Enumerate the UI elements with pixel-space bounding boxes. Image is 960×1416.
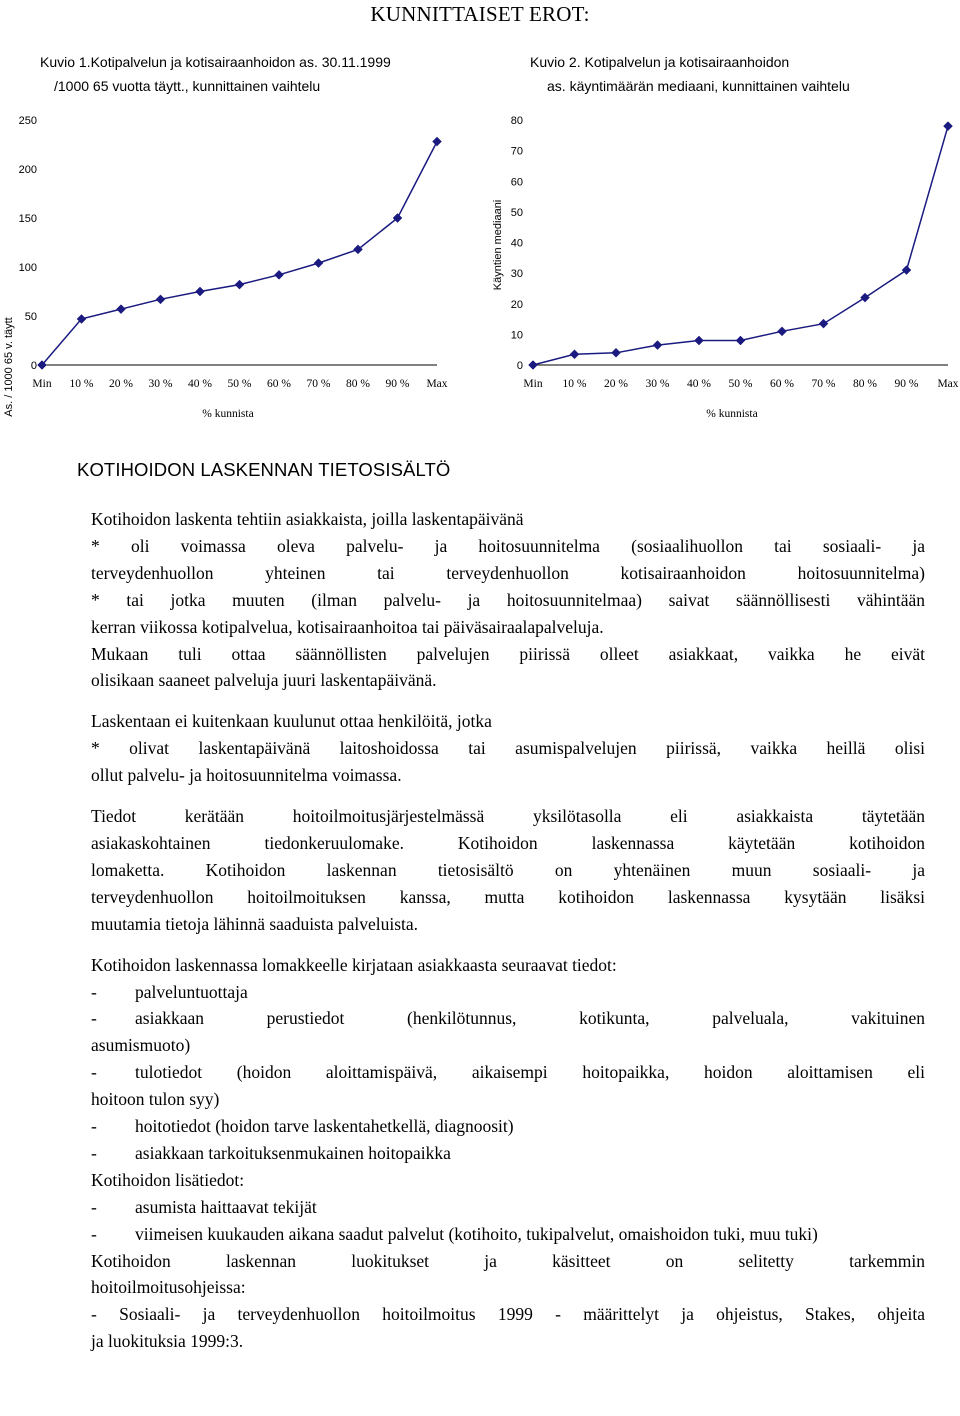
chart2-caption (530, 50, 850, 98)
chart-1-xtick: 50 % (227, 378, 252, 390)
collection-line-4: terveydenhuollon hoitoilmoituksen kanssa, mutta kotihoidon laskennassa kysytään lisäksi (91, 886, 925, 907)
chart2-caption-line1: Kuvio 2. Kotipalvelun ja kotisairaanhoidon (530, 54, 790, 70)
chart-2-point (902, 266, 911, 275)
form-item-1 (91, 979, 925, 1006)
chart-1-xticks (32, 378, 447, 390)
extra-item-2 (91, 1221, 925, 1248)
chart-2-yticks (511, 115, 523, 372)
chart-2-point (819, 319, 828, 328)
chart-1-xtick: Max (426, 378, 448, 390)
form-item-4 (91, 1113, 925, 1140)
chart-2-point (570, 350, 579, 359)
chart-2-ytick: 50 (510, 206, 523, 219)
chart-1 (0, 105, 480, 430)
chart-1-xtick: 30 % (148, 378, 173, 390)
chart-1-xtick: Min (32, 378, 52, 390)
collection-line-5: muutamia tietoja lähinnä saaduista palveluista. (91, 913, 419, 934)
chart-1-ytick: 0 (30, 360, 37, 372)
chart-2-point (944, 122, 953, 131)
form-item-3 (91, 1059, 925, 1086)
chart-2-xtick: 90 % (894, 378, 919, 390)
chart-2-point (529, 361, 538, 370)
extra-item-1-dash: - (91, 1196, 97, 1217)
chart-2-points (529, 122, 953, 370)
form-item-4-dash: - (91, 1116, 97, 1137)
chart-2-ytick: 20 (510, 298, 523, 311)
form-item-1-text: palveluntuottaja (135, 981, 248, 1002)
chart-2-point (778, 327, 787, 336)
chart-2-point (612, 348, 621, 357)
body-text (91, 506, 925, 1355)
chart-2-xtick: Max (937, 378, 959, 390)
classification-line-2: hoitoilmoitusohjeissa: (91, 1277, 246, 1298)
chart-1-xtick: 60 % (267, 378, 291, 390)
chart-1-point (156, 295, 165, 304)
chart-1-xtick: 90 % (385, 378, 410, 390)
section-heading: KOTIHOIDON LASKENNAN TIETOSISÄLTÖ (77, 459, 451, 480)
chart-1-points (38, 137, 442, 369)
intro-line-5: kerran viikossa kotipalvelua, kotisairaanhoitoa tai päiväsairaalapalveluja. (91, 616, 604, 637)
chart-1-yticks (19, 115, 37, 372)
chart-1-point (433, 137, 442, 146)
form-item-3-dash: - (91, 1062, 97, 1083)
chart-2-xtick: 30 % (645, 378, 670, 390)
chart-1-ytick: 250 (18, 115, 37, 127)
chart-1-ytick: 50 (24, 311, 37, 323)
chart-1-point (117, 305, 126, 314)
chart-2-xtick: 10 % (562, 378, 587, 390)
chart-2-point (695, 336, 704, 345)
exclusion-line-3: ollut palvelu- ja hoitosuunnitelma voimassa. (91, 765, 402, 786)
chart-1-ytick: 100 (18, 262, 37, 274)
chart-1-xlabel: % kunnista (202, 408, 254, 420)
form-item-5-text: asiakkaan tarkoituksenmukainen hoitopaikka (135, 1142, 451, 1163)
chart-2-xtick: 60 % (770, 378, 794, 390)
chart-2-ytick: 60 (510, 176, 523, 189)
reference-line-2: ja luokituksia 1999:3. (91, 1331, 244, 1352)
chart-2-xlabel: % kunnista (706, 408, 758, 420)
intro-line-6: Mukaan tuli ottaa säännöllisten palvelujen piirissä olleet asiakkaat, vaikka he eivät (91, 643, 925, 664)
intro-line-1: Kotihoidon laskenta tehtiin asiakkaista, joilla laskentapäivänä (91, 509, 524, 529)
chart-1-series-line (42, 142, 437, 365)
form-item-3-text: tulotiedot (hoidon aloittamispäivä, aikaisempi hoitopaikka, hoidon aloittamisen eli (135, 1062, 925, 1083)
chart-2-xtick: Min (523, 378, 543, 390)
collection-line-1: Tiedot kerätään hoitoilmoitusjärjestelmässä yksilötasolla eli asiakkaista täytetään (91, 806, 925, 827)
chart-1-ylabel: As. / 1000 65 v. täytt (3, 317, 15, 417)
form-item-1-dash: - (91, 981, 97, 1002)
exclusion-line-2: * olivat laskentapäivänä laitoshoidossa tai asumispalvelujen piirissä, vaikka heillä olisi (91, 738, 925, 759)
chart2-caption-line2: as. käyntimäärän mediaani, kunnittainen vaihtelu (547, 78, 850, 94)
form-item-5 (91, 1140, 925, 1167)
chart1-caption (40, 50, 391, 98)
chart-2 (480, 105, 960, 430)
chart-2-point (736, 336, 745, 345)
form-item-5-dash: - (91, 1142, 97, 1163)
chart-2-ytick: 80 (510, 115, 523, 127)
chart-1-point (314, 259, 323, 268)
chart-2-series-line (533, 126, 948, 365)
extra-item-2-text: viimeisen kuukauden aikana saadut palvelut (kotihoito, tukipalvelut, omaishoidon tuki, muu tuki) (135, 1223, 818, 1244)
chart-2-ylabel: Käyntien mediaani (492, 199, 504, 291)
chart-1-svg (0, 105, 480, 430)
extra-heading: Kotihoidon lisätiedot: (91, 1169, 245, 1190)
chart-2-xticks (523, 378, 958, 390)
intro-line-3: terveydenhuollon yhteinen tai terveydenhuollon kotisairaanhoidon hoitosuunnitelma) (91, 562, 925, 583)
chart-2-point (653, 341, 662, 350)
page-title: KUNNITTAISET EROT: (370, 2, 590, 26)
chart-2-svg (480, 105, 960, 430)
chart1-caption-line2: /1000 65 vuotta täytt., kunnittainen vaihtelu (54, 78, 321, 94)
chart-1-xtick: 20 % (109, 378, 133, 390)
form-item-2-dash: - (91, 1008, 97, 1029)
intro-line-2: * oli voimassa oleva palvelu- ja hoitosuunnitelma (sosiaalihuollon tai sosiaali- ja (91, 535, 925, 556)
chart-2-ytick: 30 (510, 268, 523, 281)
form-item-2 (91, 1005, 925, 1032)
chart-2-ytick: 10 (510, 329, 523, 342)
chart-2-ytick: 40 (510, 237, 523, 250)
collection-line-3: lomaketta. Kotihoidon laskennan tietosisältö on yhtenäinen muun sosiaali- ja (91, 859, 925, 880)
chart1-caption-line1: Kuvio 1.Kotipalvelun ja kotisairaanhoidon as. 30.11.1999 (40, 54, 391, 70)
chart-2-xtick: 50 % (728, 378, 753, 390)
chart-1-xtick: 10 % (69, 378, 94, 390)
chart-2-ytick: 0 (516, 360, 523, 372)
chart-2-xtick: 70 % (811, 378, 836, 390)
form-intro: Kotihoidon laskennassa lomakkeelle kirjataan asiakkaasta seuraavat tiedot: (91, 954, 617, 975)
chart-2-ytick: 70 (510, 145, 523, 158)
chart-1-point (235, 280, 244, 289)
chart-2-point (861, 293, 870, 302)
exclusion-line-1: Laskentaan ei kuitenkaan kuulunut ottaa henkilöitä, jotka (91, 711, 492, 732)
extra-item-2-dash: - (91, 1223, 97, 1244)
collection-line-2: asiakaskohtainen tiedonkeruulomake. Kotihoidon laskennassa käytetään kotihoidon (91, 832, 925, 853)
extra-item-1 (91, 1194, 925, 1221)
chart-1-xtick: 40 % (188, 378, 212, 390)
chart-1-xtick: 70 % (306, 378, 331, 390)
intro-line-4: * tai jotka muuten (ilman palvelu- ja hoitosuunnitelmaa) saivat säännöllisesti vähintään (91, 589, 925, 610)
classification-line-1: Kotihoidon laskennan luokitukset ja käsitteet on selitetty tarkemmin (91, 1250, 925, 1271)
chart-1-ytick: 150 (18, 213, 37, 225)
form-item-2-cont: asumismuoto) (91, 1035, 191, 1056)
chart-1-xtick: 80 % (346, 378, 370, 390)
reference-line-1: - Sosiaali- ja terveydenhuollon hoitoilmoitus 1999 - määrittelyt ja ohjeistus, Stakes, ohjeita (91, 1304, 925, 1325)
intro-line-7: olisikaan saaneet palveluja juuri laskentapäivänä. (91, 670, 437, 691)
chart-2-xtick: 80 % (853, 378, 877, 390)
form-item-4-text: hoitotiedot (hoidon tarve laskentahetkellä, diagnoosit) (135, 1116, 514, 1137)
chart-1-ytick: 200 (18, 164, 37, 176)
chart-2-xtick: 20 % (604, 378, 628, 390)
chart-1-point (196, 287, 205, 296)
form-item-2-text: asiakkaan perustiedot (henkilötunnus, kotikunta, palveluala, vakituinen (135, 1008, 925, 1029)
form-item-3-cont: hoitoon tulon syy) (91, 1089, 220, 1110)
chart-1-point (275, 270, 284, 279)
extra-item-1-text: asumista haittaavat tekijät (135, 1196, 317, 1217)
chart-2-xtick: 40 % (687, 378, 711, 390)
